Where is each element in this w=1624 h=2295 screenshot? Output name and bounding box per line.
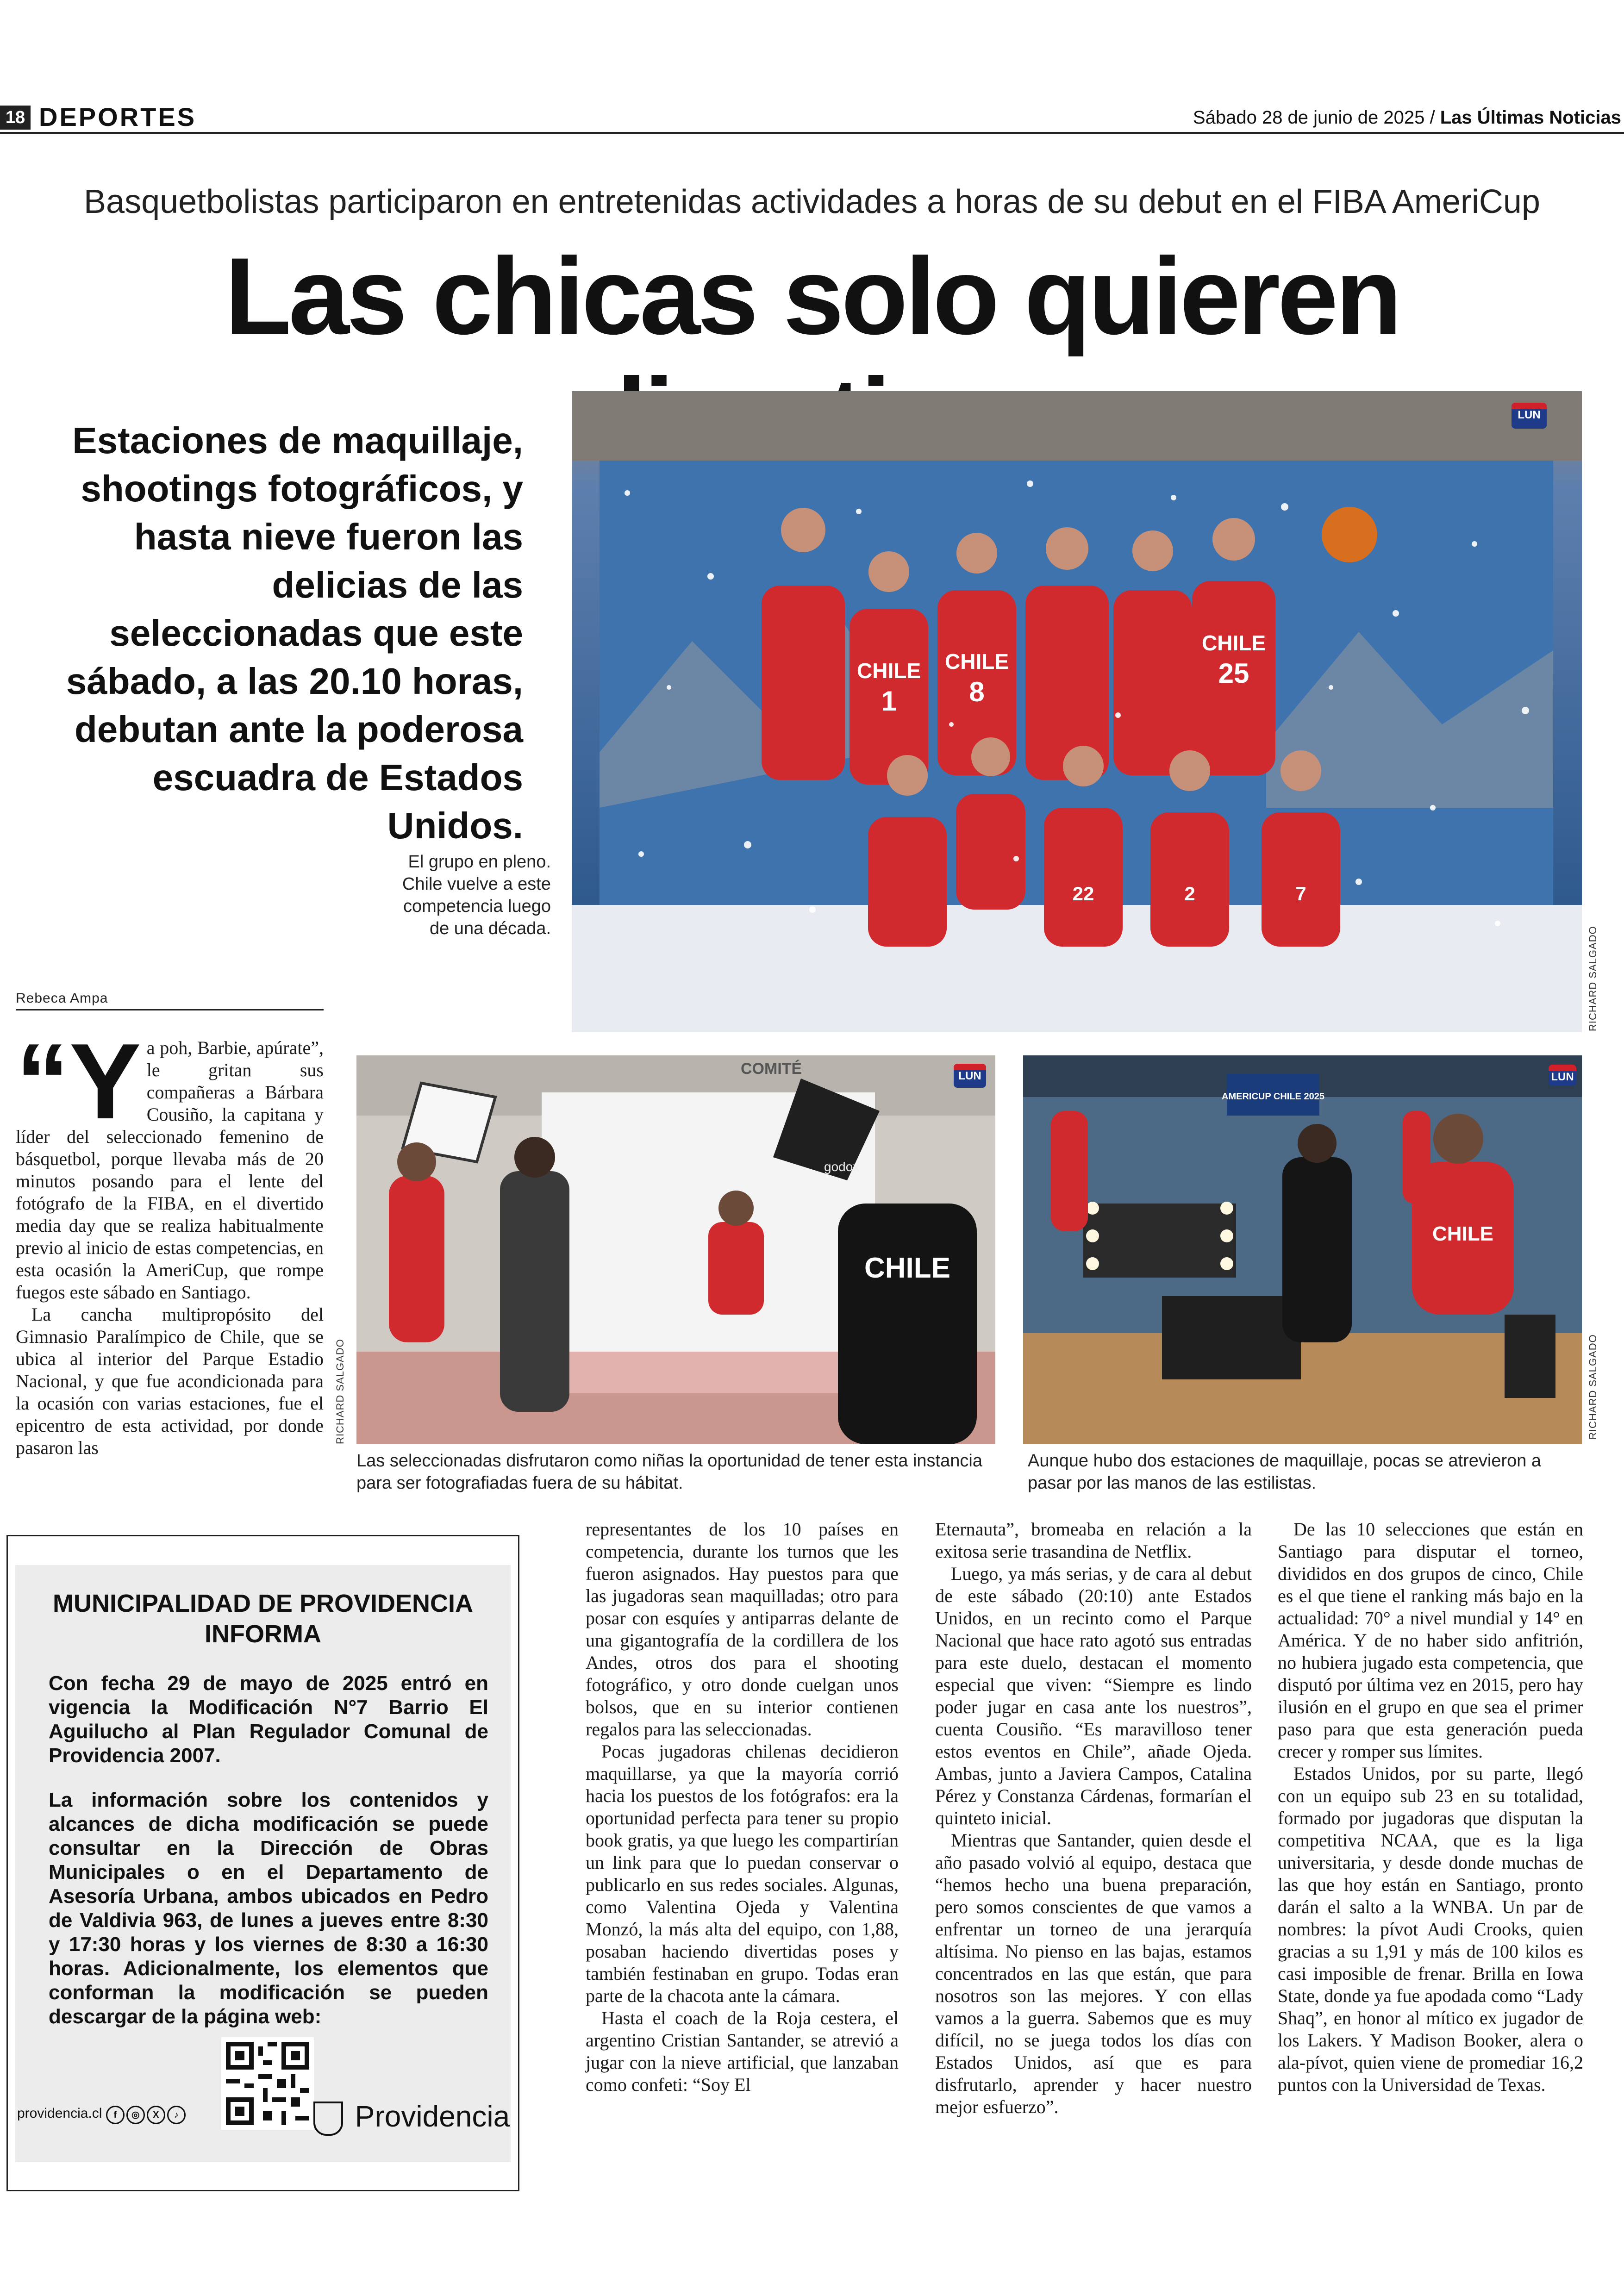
article-title: Las chicas solo quieren	[225, 235, 1399, 357]
social-icons	[106, 2106, 187, 2121]
article-paragraph: Hasta el coach de la Roja cestera, el argentino Cristian Santander, se atrevió a jugar con la nieve artificial, que lanzaban como confeti: “Soy El	[586, 2008, 899, 2095]
ad-paragraph: Con fecha 29 de mayo de 2025 entró en vigencia la Modificación N°7 Barrio El Aguilucho al Plan Regulador Comunal de Providencia 2007.	[49, 1672, 488, 1767]
section-name: DEPORTES	[39, 102, 197, 131]
newspaper-name: Las Últimas Noticias	[1440, 107, 1621, 128]
jersey-label: CHILE	[857, 659, 921, 683]
facebook-icon[interactable]: f	[106, 2106, 125, 2124]
jersey-label: CHILE	[945, 649, 1009, 674]
makeup-photo-caption: Aunque hubo dos estaciones de maquillaje, pocas se atrevieron a pasar por las manos de las estilistas.	[1028, 1451, 1542, 1493]
article-column-2	[586, 1518, 899, 2096]
article-paragraph: Mientras que Santander, quien desde el año pasado volvió al equipo, destaca que “hemos hecho una buena preparación, pero somos conscientes de que vamos a enfrentar un torneo de una jerarquía altísima. No pienso en las bajas, estamos concentrados en las que están, que para nosotros son las mejores. Y con ellas vamos a la guerra. Sabemos que es muy difícil, no se juega todos los días con Estados Unidos, así que es para disfrutarlo, aprender y hacer nuestro mejor esfuerzo”.	[935, 1830, 1252, 2117]
qr-code[interactable]	[221, 2037, 314, 2130]
providencia-ad	[6, 1535, 519, 2191]
ad-body	[49, 1671, 488, 2049]
article-paragraph: Estados Unidos, por su parte, llegó con un equipo sub 23 en su totalidad, formado por jugadoras que disputan la competitiva NCAA, que es la liga universitaria, y desde donde muchas de las que hoy están en Santiago, pronto darán el salto a la WNBA. Un par de nombres: la pívot Audi Crooks, quien gracias a su 1,91 y más de 100 kilos es casi imposible de frenar. Brilla en Iowa State, donde ya fue apodada como “Lady Shaq”, en honor al mítico ex jugador de los Lakers. Y Madison Booker, alera o ala-pívot, quien viene de promediar 16,2 puntos con la Universidad de Texas.	[1278, 1763, 1583, 2095]
photo-shoot-photo	[356, 1055, 995, 1444]
header-rule	[0, 132, 1624, 134]
article-paragraph: De las 10 selecciones que están en Santiago para disputar el torneo, divididos en dos grupos de cinco, Chile es el que tiene el ranking más bajo en la actualidad: 70° a nivel mundial y 14° en América. Y de no haber sido anfitrión, no hubiera jugado esta competencia, que disputó por última vez en 2015, pero hay ilusión en el grupo en que sea el primer paso para que esta generación pueda crecer y romper sus límites.	[1278, 1519, 1583, 1762]
article-paragraph: Pocas jugadoras chilenas decidieron maquillarse, ya que la mayoría corrió hacia los puestos de los fotógrafos: era la oportunidad perfecta para tener su propio book gratis, ya que luego les compartirían un link para que lo puedan conservar o publicarlo en sus redes sociales. Algunas, como Valentina Ojeda y Valentina Monzó, la más alta del equipo, con 1,88, posaban haciendo divertidas poses y también festinaban en grupo. Todas eran parte de la chacota ante la cámara.	[586, 1741, 899, 2006]
dateline	[1193, 107, 1621, 128]
article-deck: Estaciones de maquillaje, shootings fotográficos, y hasta nieve fueron las delicias de las seleccionadas que este sábado, a las 20.10 horas, debutan ante la poderosa escuadra de Estados Unidos.	[66, 420, 523, 846]
jersey-label: CHILE	[1202, 631, 1266, 655]
team-photo	[572, 391, 1582, 1032]
article-column-1	[16, 1022, 324, 1459]
photo-shoot-credit: RICHARD SALGADO	[334, 1339, 346, 1444]
wall-sign: COMITÉ	[741, 1060, 802, 1078]
americup-banner: AMERICUP CHILE 2025	[1222, 1091, 1324, 1102]
ad-panel	[15, 1565, 511, 2162]
main-photo-credit: RICHARD SALGADO	[1587, 926, 1599, 1031]
lun-logo: LUN	[1512, 403, 1547, 429]
photo-shoot-caption: Las seleccionadas disfrutaron como niñas la oportunidad de tener esta instancia para ser fotografiadas fuera de su hábitat.	[356, 1451, 982, 1493]
issue-date: Sábado 28 de junio de 2025	[1193, 107, 1425, 128]
article-kicker: Basquetbolistas participaron en entretenidas actividades a horas de su debut en el FIBA AmeriCup	[84, 183, 1540, 220]
page-number: 18	[0, 106, 31, 130]
lun-logo: LUN	[1549, 1065, 1576, 1086]
main-photo-caption: El grupo en pleno. Chile vuelve a este competencia luego de una década.	[402, 852, 551, 938]
jersey-label: CHILE	[1432, 1222, 1493, 1245]
providencia-brand	[313, 2099, 510, 2136]
drop-cap: “Y	[16, 1022, 141, 1141]
jersey-number: 2	[1184, 883, 1195, 904]
byline: Rebeca Ampa	[16, 991, 324, 1010]
brand-name: Providencia	[355, 2100, 510, 2133]
article-column-3	[935, 1518, 1252, 2118]
ad-footer	[17, 2106, 187, 2124]
jersey-number: 22	[1072, 883, 1094, 904]
jersey-number: 25	[1218, 658, 1249, 689]
article-paragraph: La cancha multipropósito del Gimnasio Paralímpico de Chile, que se ubica al interior del Parque Estadio Nacional, y que fue acondicionada para la ocasión con varias estaciones, fue el epicentro de esta actividad, por donde pasaron las	[16, 1304, 324, 1458]
jersey-number: 1	[881, 686, 897, 717]
tiktok-icon[interactable]: ♪	[167, 2106, 186, 2124]
article-paragraph: representantes de los 10 países en competencia, durante los turnos que les fueron asignados. Hay puestos para que las jugadoras sean maquilladas; otro para posar con esquíes y antiparras delante de una gigantografía de la cordillera de los Andes, otros dos para el shooting fotográfico, y otro donde cuelgan unos bolsos, que en su interior contienen regalos para las seleccionadas.	[586, 1519, 899, 1740]
article-paragraph: a poh, Barbie, apúrate”, le gritan sus compañeras a Bárbara Cousiño, la capitana y líder del seleccionado femenino de básquetbol, porque llevaba más de 20 minutos posando para el lente del fotógrafo de la FIBA, en el divertido media day que se realiza habitualmente previo al inicio de estas competencias, en esta ocasión la AmeriCup, que rompe fuegos este sábado en Santiago.	[16, 1037, 324, 1303]
article-column-4	[1278, 1518, 1583, 2096]
website-link[interactable]: providencia.cl	[17, 2106, 102, 2121]
ad-title: MUNICIPALIDAD DE PROVIDENCIA INFORMA	[52, 1590, 474, 1648]
makeup-station-photo	[1023, 1055, 1582, 1444]
jacket-label: CHILE	[864, 1252, 950, 1284]
ad-paragraph: La información sobre los contenidos y alcances de dicha modificación se puede consultar en la Dirección de Obras Municipales o en el Departamento de Asesoría Urbana, ambos ubicados en Pedro de Valdivia 963, de lunes a jueves entre 8:30 y 17:30 horas y los viernes de 8:30 a 16:30 horas. Adicionalmente, los elementos que conforman la modificación se pueden descargar de la página web:	[49, 1789, 488, 2028]
x-icon[interactable]: X	[147, 2106, 165, 2124]
dateline-separator: /	[1430, 107, 1435, 128]
coat-of-arms-icon	[313, 2102, 343, 2136]
article-paragraph: Eternauta”, bromeaba en relación a la exitosa serie trasandina de Netflix.	[935, 1519, 1252, 1562]
makeup-photo-credit: RICHARD SALGADO	[1587, 1334, 1599, 1440]
softbox-label: godox	[824, 1160, 860, 1174]
jersey-number: 8	[969, 676, 985, 707]
jersey-number: 7	[1295, 883, 1306, 904]
lun-logo: LUN	[954, 1064, 986, 1088]
instagram-icon[interactable]: ◎	[126, 2106, 145, 2124]
article-paragraph: Luego, ya más serias, y de cara al debut de este sábado (20:10) ante Estados Unidos, en un recinto como el Parque Nacional que hace rato agotó sus entradas para este duelo, destacan el momento especial que viven: “Siempre es lindo poder jugar en casa ante los nuestros”, cuenta Cousiño. “Es maravilloso tener estos eventos en Chile”, añade Ojeda. Ambas, junto a Javiera Campos, Catalina Pérez y Constanza Cárdenas, formarían el quinteto inicial.	[935, 1563, 1252, 1828]
